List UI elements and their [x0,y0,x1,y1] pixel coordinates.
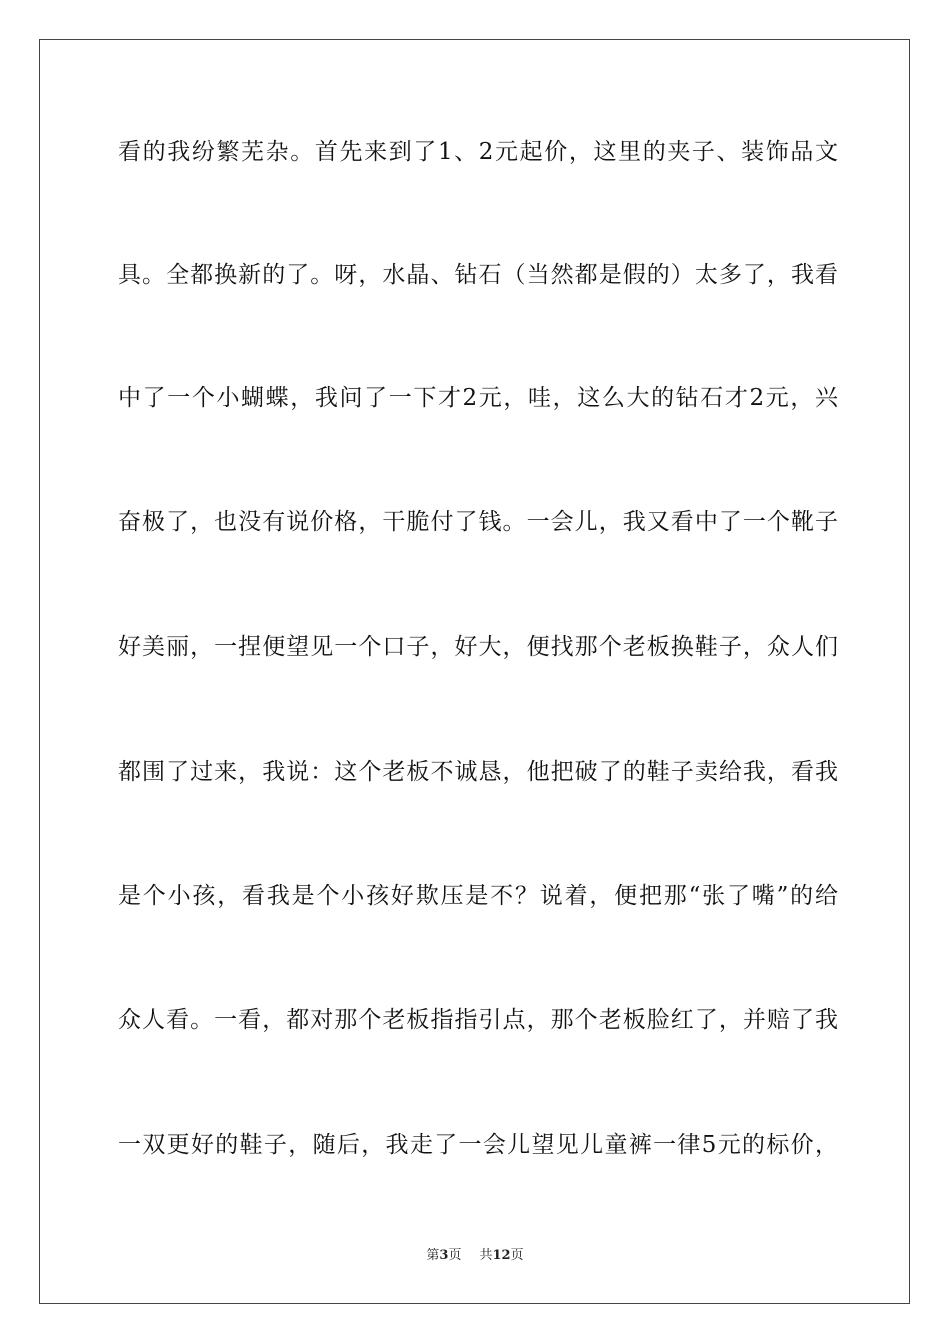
page-label-suffix: 页 [448,1248,462,1263]
body-text-line: 众人看。一看，都对那个老板指指引点，那个老板脸红了，并赔了我 [118,1007,838,1033]
body-text-line: 看的我纷繁芜杂。首先来到了1、2元起价，这里的夹子、装饰品文 [118,139,838,165]
body-text-line: 具。全都换新的了。呀，水晶、钻石（当然都是假的）太多了，我看 [118,262,838,288]
total-label-suffix: 页 [510,1248,524,1263]
page-label-prefix: 第 [426,1248,440,1263]
body-text-line: 中了一个小蝴蝶，我问了一下才2元，哇，这么大的钻石才2元，兴 [118,385,838,411]
body-text-line: 是个小孩，看我是个小孩好欺压是不？说着，便把那“张了嘴”的给 [118,883,838,909]
body-text-line: 好美丽，一捏便望见一个口子，好大，便找那个老板换鞋子，众人们 [118,634,838,660]
page-frame [39,39,910,1304]
body-text-line: 奋极了，也没有说价格，干脆付了钱。一会儿，我又看中了一个靴子 [118,509,838,535]
body-text-line: 一双更好的鞋子，随后，我走了一会儿望见儿童裤一律5元的标价， [118,1132,838,1158]
page-number: 3 [439,1248,449,1263]
total-pages: 12 [492,1248,511,1263]
total-label-prefix: 共 [479,1248,493,1263]
body-text-line: 都围了过来，我说：这个老板不诚恳，他把破了的鞋子卖给我，看我 [118,759,838,785]
page-footer [0,1247,950,1265]
